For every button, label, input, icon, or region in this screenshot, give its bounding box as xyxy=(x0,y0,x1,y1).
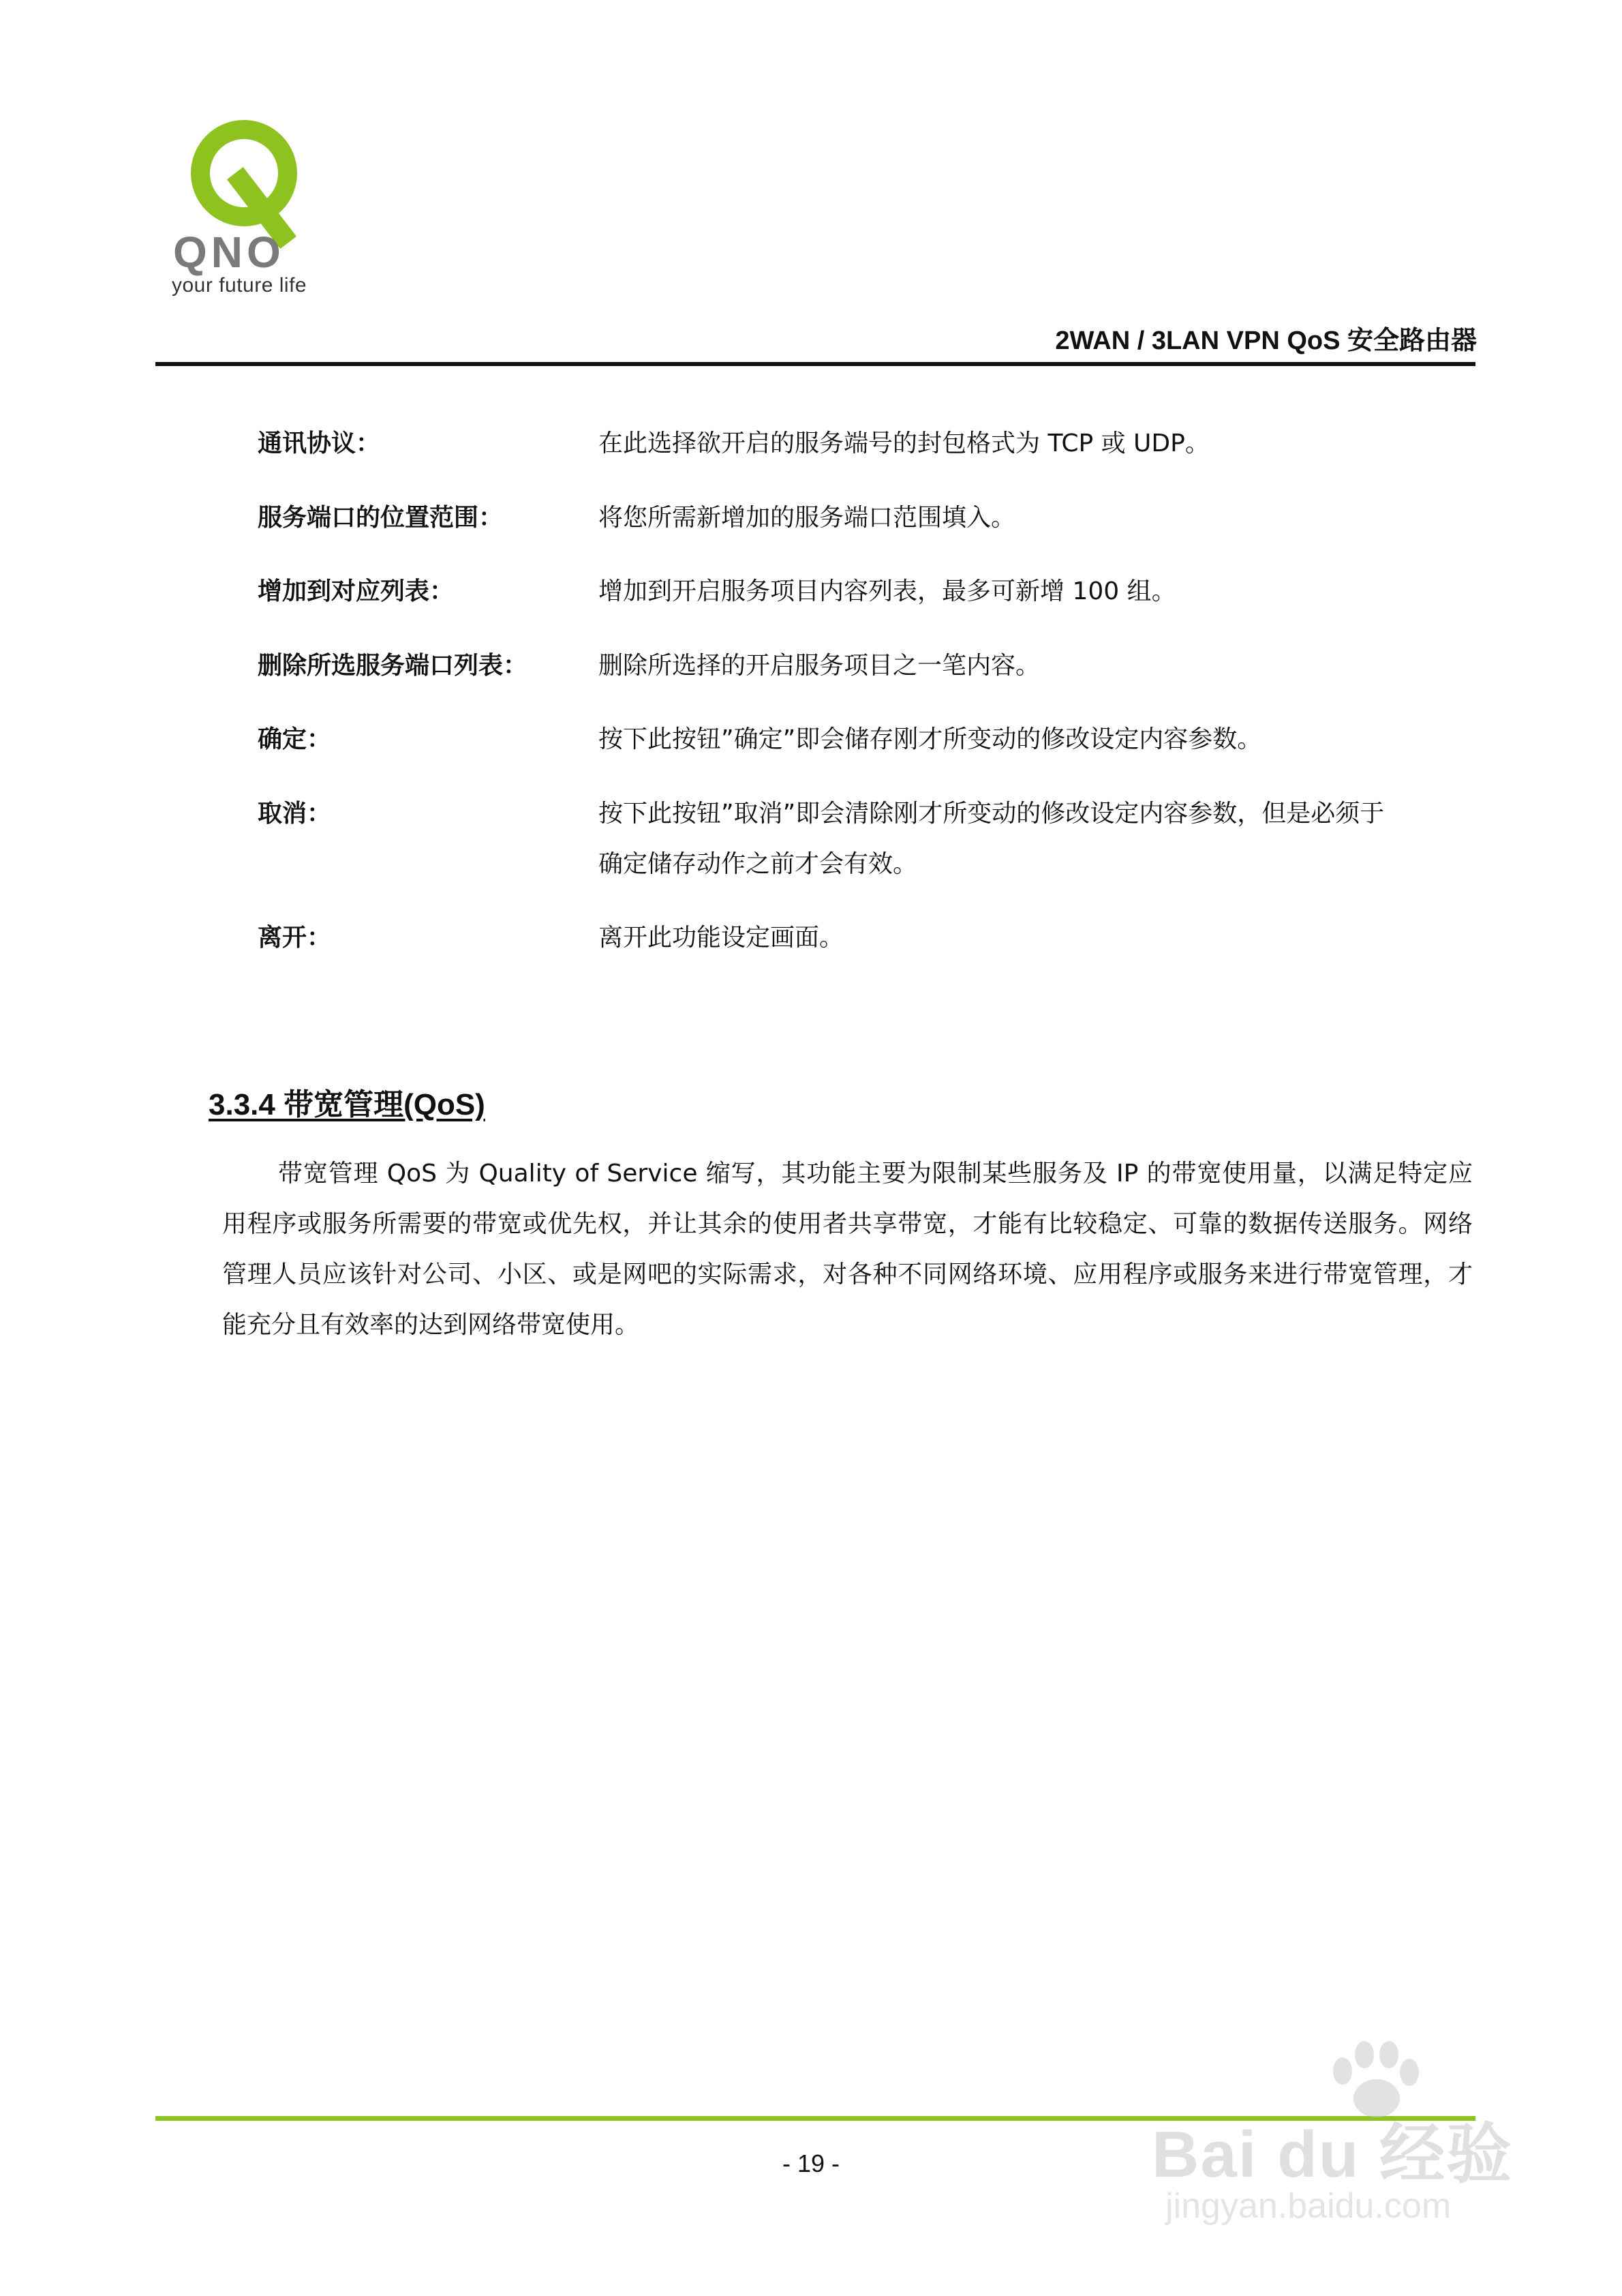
page-number: - 19 - xyxy=(782,2149,840,2177)
definition-term: 离开： xyxy=(258,924,332,952)
definition-desc: 按下此按钮”确定”即会储存刚才所变动的修改设定内容参数。 xyxy=(598,725,1262,753)
definition-term: 增加到对应列表： xyxy=(258,577,455,605)
definition-desc: 删除所选择的开启服务项目之一笔内容。 xyxy=(598,652,1041,680)
definition-term: 通讯协议： xyxy=(258,429,381,457)
definition-desc: 按下此按钮”取消”即会清除刚才所变动的修改设定内容参数，但是必须于 xyxy=(598,800,1385,828)
definition-desc: 离开此功能设定画面。 xyxy=(598,924,844,952)
header-divider xyxy=(155,362,1475,366)
definition-term: 删除所选服务端口列表： xyxy=(258,652,528,680)
definition-term: 取消： xyxy=(258,800,332,828)
definition-desc: 在此选择欲开启的服务端号的封包格式为 TCP 或 UDP。 xyxy=(598,429,1210,457)
definition-term: 确定： xyxy=(258,725,332,753)
document-title: 2WAN / 3LAN VPN QoS 安全路由器 xyxy=(1055,327,1477,355)
section-heading: 3.3.4 带宽管理(QoS) xyxy=(209,1088,485,1121)
definition-term: 服务端口的位置范围： xyxy=(258,504,504,532)
baidu-watermark xyxy=(1152,2038,1533,2243)
logo-tagline: your future life xyxy=(172,274,307,297)
logo-text: QNO xyxy=(173,228,285,277)
definition-desc: 增加到开启服务项目内容列表，最多可新增 100 组。 xyxy=(598,577,1176,605)
watermark-url: jingyan.baidu.com xyxy=(1165,2186,1452,2226)
section-paragraph: 带宽管理 QoS 为 Quality of Service 缩写，其功能主要为限制某些服务及 IP 的带宽使用量，以满足特定应用程序或服务所需要的带宽或优先权，并让其余的使用者共享带宽，才能有比较稳定、可靠的数据传送服务。网络管理人员应该针对公司、小区、或是网吧的实际需求，对各种不同网络环境、应用程序或服务来进行带宽管理，才能充分且有效率的达到网络带宽使用。 xyxy=(222,1160,1473,1339)
definition-desc-continued: 确定储存动作之前才会有效。 xyxy=(598,850,918,878)
definition-desc: 将您所需新增加的服务端口范围填入。 xyxy=(598,504,1016,532)
watermark-brand: Bai du 经验 xyxy=(1152,2118,1514,2191)
